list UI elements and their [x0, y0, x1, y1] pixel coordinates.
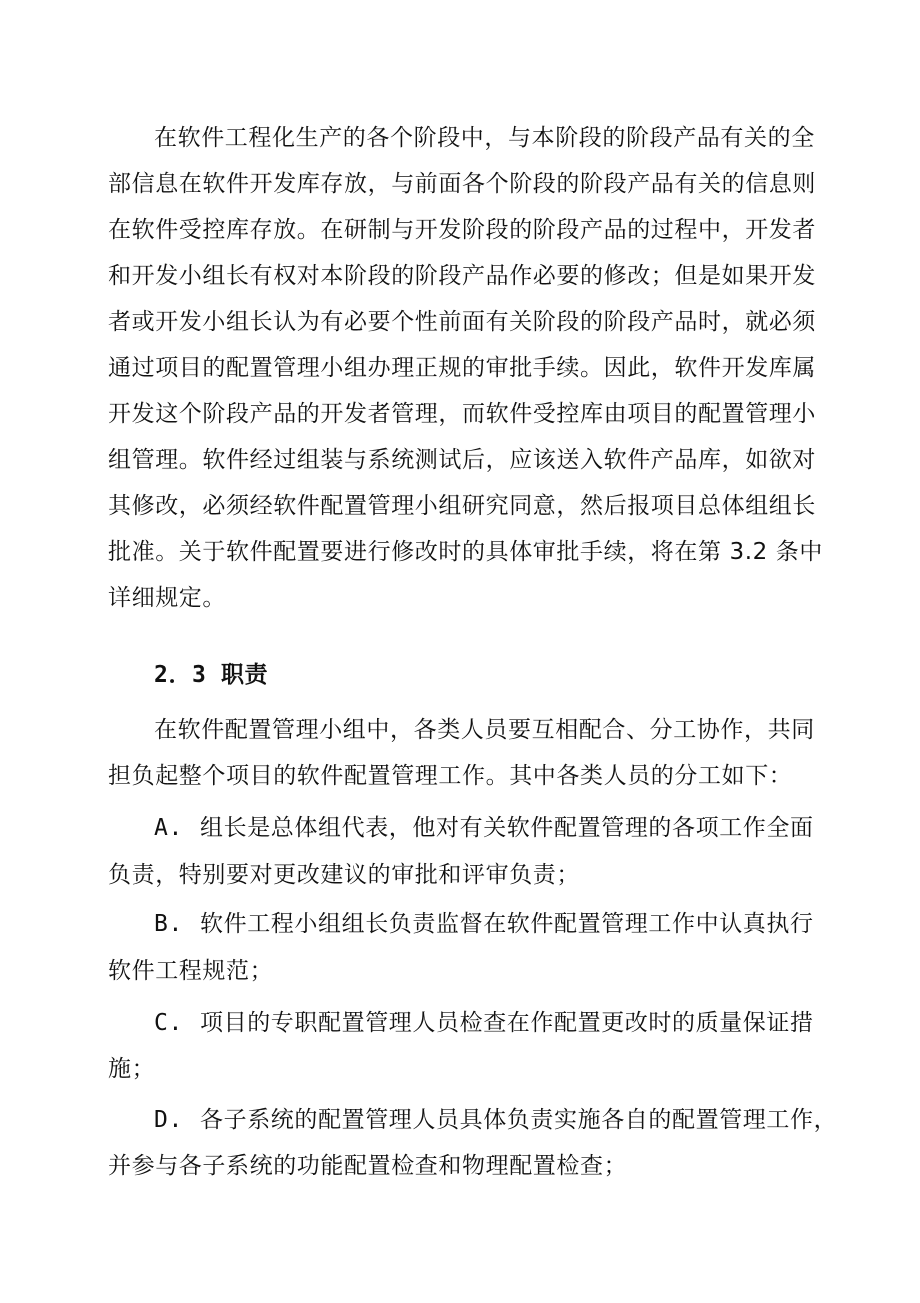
list-item-text: 软件工程小组组长负责监督在软件配置管理工作中认真执行: [200, 911, 814, 937]
list-item-continuation: 软件工程规范；: [108, 958, 274, 984]
text-line: 者或开发小组长认为有必要个性前面有关阶段的阶段产品时，就必须: [108, 309, 816, 335]
text-line: 部信息在软件开发库存放，与前面各个阶段的阶段产品有关的信息则: [108, 171, 816, 197]
text-line: 其修改，必须经软件配置管理小组研究同意，然后报项目总体组组长: [108, 493, 816, 519]
list-item-text: 各子系统的配置管理人员具体负责实施各自的配置管理工作，: [200, 1107, 838, 1133]
section-heading: 2．3 职责: [154, 662, 269, 688]
list-item-first-line: [154, 904, 814, 944]
list-item-first-line: [154, 808, 814, 848]
list-marker: C.: [154, 1010, 183, 1036]
text-line: 组管理。软件经过组装与系统测试后，应该送入软件产品库，如欲对: [108, 447, 816, 473]
text-line: 和开发小组长有权对本阶段的阶段产品作必要的修改；但是如果开发: [108, 263, 816, 289]
list-item-text: 组长是总体组代表，他对有关软件配置管理的各项工作全面: [200, 815, 814, 841]
list-item-text: 项目的专职配置管理人员检查在作配置更改时的质量保证措: [200, 1010, 814, 1036]
list-item-continuation: 负责，特别要对更改建议的审批和评审负责；: [108, 862, 580, 888]
list-marker: A.: [154, 815, 183, 841]
list-marker: B.: [154, 911, 183, 937]
list-marker: D.: [154, 1107, 183, 1133]
text-line: 详细规定。: [108, 585, 226, 611]
text-line: 在软件受控库存放。在研制与开发阶段的阶段产品的过程中，开发者: [108, 217, 816, 243]
text-line: 开发这个阶段产品的开发者管理，而软件受控库由项目的配置管理小: [108, 401, 816, 427]
list-item-continuation: 并参与各子系统的功能配置检查和物理配置检查；: [108, 1153, 628, 1179]
text-line: 在软件配置管理小组中，各类人员要互相配合、分工协作，共同: [154, 717, 815, 743]
text-line: 在软件工程化生产的各个阶段中，与本阶段的阶段产品有关的全: [154, 125, 815, 151]
list-item-continuation: 施；: [108, 1056, 156, 1082]
list-item-first-line: [154, 1100, 838, 1140]
list-item-first-line: [154, 1003, 814, 1043]
text-line: 担负起整个项目的软件配置管理工作。其中各类人员的分工如下：: [108, 763, 793, 789]
text-line: 批准。关于软件配置要进行修改时的具体审批手续，将在第 3.2 条中: [108, 539, 823, 565]
text-line: 通过项目的配置管理小组办理正规的审批手续。因此，软件开发库属: [108, 355, 816, 381]
